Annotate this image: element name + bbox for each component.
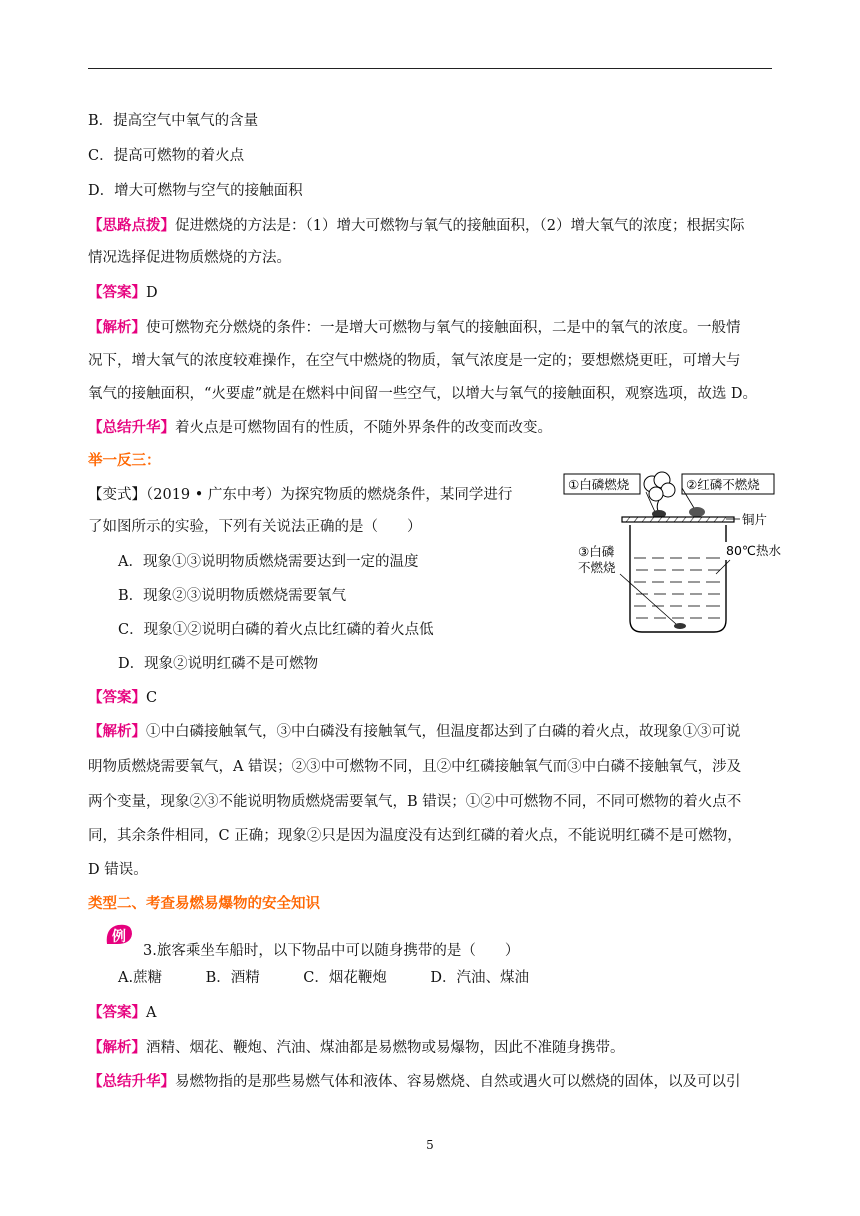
variant-line-1: 【变式】（2019 • 广东中考）为探究物质的燃烧条件，某同学进行 [88,487,513,503]
variant-analysis-line-1 [88,722,741,742]
example-answer-tag: 【答案】 [88,1004,146,1021]
example-summary-text: 易燃物指的是那些易燃气体和液体、容易燃烧、自然或遇火可以燃烧的固体，以及可以引 [175,1074,741,1090]
example-analysis-tag: 【解析】 [88,1039,146,1056]
section-title: 举一反三： [88,452,161,469]
water-lines [634,558,720,618]
red-phosphorus [689,507,705,517]
example-summary-tag: 【总结升华】 [88,1073,175,1090]
summary-text: 着火点是可燃物固有的性质，不随外界条件的改变而改变。 [175,420,552,436]
variant-option-b: B．现象②③说明物质燃烧需要氧气 [118,588,347,604]
header-rule [88,68,772,69]
type2-title: 类型二、考查易燃易爆物的安全知识 [88,895,320,912]
example-badge-text: 例 [112,929,126,945]
variant-analysis-line-4: 同，其余条件相同，C 正确；现象②只是因为温度没有达到红磷的着火点，不能说明红磷不是可燃物， [88,828,742,844]
figure-label-copper: 铜片 [742,512,768,527]
beaker [630,525,726,632]
option-d: D．增大可燃物与空气的接触面积 [88,183,303,199]
pointer-3 [620,574,676,624]
example-summary-line [88,1072,741,1092]
summary-tag: 【总结升华】 [88,419,175,436]
variant-analysis-line-2: 明物质燃烧需要氧气，A 错误；②③中可燃物不同，且②中红磷接触氧气而③中白磷不接触氧气，涉及 [88,759,742,775]
page-number: 5 [426,1138,434,1152]
variant-answer-value: C [146,690,158,706]
smoke-cloud [644,472,675,514]
analysis-line-3: 氧气的接触面积，“火要虚”就是在燃料中间留一些空气，以增大与氧气的接触面积，观察选项，故选 D。 [88,386,758,402]
hint-line-2: 情况选择促进物质燃烧的方法。 [88,250,291,266]
figure-label-2: ②红磷不燃烧 [686,477,760,492]
example-question: 3.旅客乘坐车船时，以下物品中可以随身携带的是（ ） [143,943,520,959]
analysis-text-1: 使可燃物充分燃烧的条件：一是增大可燃物与氧气的接触面积，二是中的氧气的浓度。一般情 [146,320,741,336]
hint-tag: 【思路点拨】 [88,217,175,234]
variant-answer-tag: 【答案】 [88,689,146,706]
pointer-water [716,560,730,574]
figure-label-water: 80℃热水 [726,543,781,558]
answer-line [88,283,158,303]
example-analysis-line [88,1038,625,1058]
option-b: B．提高空气中氧气的含量 [88,113,259,129]
variant-analysis-text-1: ①中白磷接触氧气，③中白磷没有接触氧气，但温度都达到了白磷的着火点，故现象①③可说 [146,724,741,740]
hint-text-1: 促进燃烧的方法是：（1）增大可燃物与氧气的接触面积，（2）增大氧气的浓度；根据实际 [175,218,745,234]
answer-tag: 【答案】 [88,284,146,301]
analysis-line-2: 况下，增大氧气的浓度较难操作，在空气中燃烧的物质，氧气浓度是一定的；要想燃烧更旺，可增大与 [88,353,741,369]
variant-answer-line [88,688,157,708]
variant-option-c: C．现象①②说明白磷的着火点比红磷的着火点低 [118,622,434,638]
analysis-line-1 [88,318,741,338]
summary-line [88,418,552,438]
example-options: A.蔗糖 B．酒精 C．烟花鞭炮 D．汽油、煤油 [118,970,529,986]
example-analysis-text: 酒精、烟花、鞭炮、汽油、煤油都是易燃物或易爆物，因此不准随身携带。 [146,1040,625,1056]
example-answer-value: A [146,1005,157,1021]
analysis-tag: 【解析】 [88,319,146,336]
figure-label-1: ①白磷燃烧 [568,477,630,492]
variant-option-a: A．现象①③说明物质燃烧需要达到一定的温度 [118,554,419,570]
hint-line-1 [88,216,744,236]
option-c: C．提高可燃物的着火点 [88,148,245,164]
example-answer-line [88,1003,156,1023]
example-badge-icon [104,922,134,948]
variant-analysis-tag: 【解析】 [88,723,146,740]
variant-line-2: 了如图所示的实验，下列有关说法正确的是（ ） [88,519,422,535]
experiment-figure [560,470,782,640]
variant-analysis-line-3: 两个变量，现象②③不能说明物质燃烧需要氧气，B 错误；①②中可燃物不同，不同可燃物的着火点不 [88,794,742,810]
answer-value: D [146,285,158,301]
figure-label-3a: ③白磷 [578,544,615,559]
variant-analysis-line-5: D 错误。 [88,862,148,878]
variant-option-d: D．现象②说明红磷不是可燃物 [118,656,319,672]
figure-label-3b: 不燃烧 [578,560,616,575]
